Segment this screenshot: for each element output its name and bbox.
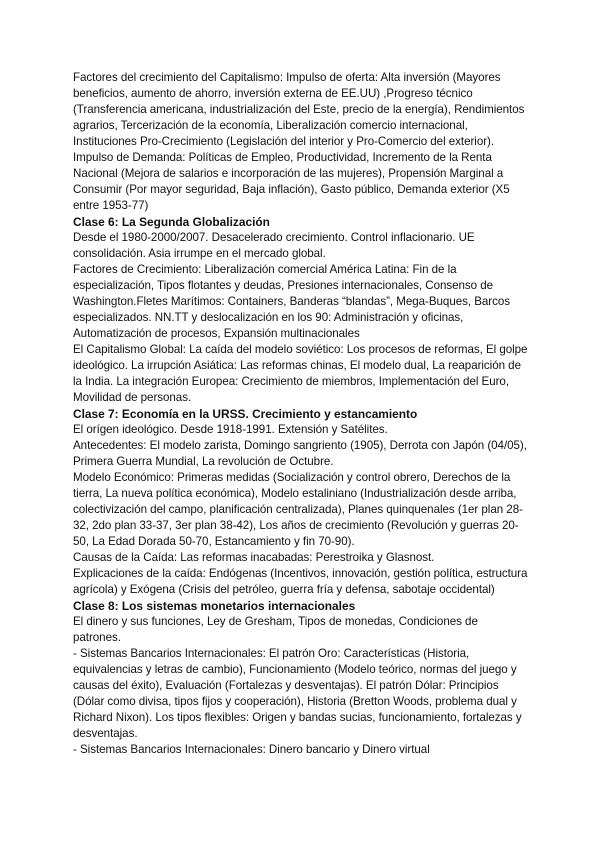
paragraph: El Capitalismo Global: La caída del modelo soviético: Los procesos de reformas, El golpe ideológico. La irrupción Asiática: Las reformas chinas, El modelo dual, La reaparición de la India. La integración Europea: Crecimiento de miembros, Implementación del Euro, Movilidad de personas. (73, 343, 528, 404)
paragraph: Explicaciones de la caída: Endógenas (Incentivos, innovación, gestión política, estructura agrícola) y Exógena (Crisis del petróleo, guerra fría y defensa, sabotaje occidental) (73, 567, 528, 596)
paragraph: Causas de la Caída: Las reformas inacabadas: Perestroika y Glasnost. (73, 551, 435, 564)
section-heading-clase-6: Clase 6: La Segunda Globalización (73, 215, 270, 229)
section-heading-clase-8: Clase 8: Los sistemas monetarios internacionales (73, 599, 356, 613)
paragraph: Antecedentes: El modelo zarista, Domingo sangriento (1905), Derrota con Japón (04/05), Primera Guerra Mundial, La revolución de Octubre. (73, 439, 527, 468)
paragraph: Modelo Económico: Primeras medidas (Socialización y control obrero, Derechos de la tierra, La nueva política económica), Modelo estaliniano (Industrialización desde arriba, colectivización del campo, planificación centralizada), Planes quinquenales (1er plan 28-32, 2do plan 33-37, 3er plan 38-42), Los años de crecimiento (Revolución y guerras 20-50, La Edad Dorada 50-70, Estancamiento y fin 70-90). (73, 471, 523, 548)
paragraph: El orígen ideológico. Desde 1918-1991. Extensión y Satélites. (73, 423, 388, 436)
paragraph: Factores de Crecimiento: Liberalización comercial América Latina: Fin de la especialización, Tipos flotantes y deudas, Presiones internacionales, Consenso de Washington.Fletes Marítimos: Containers, Banderas “blandas”, Mega-Buques, Barcos especializados. NN.TT y deslocalización en los 90: Administración y oficinas, Automatización de procesos, Expansión multinacionales (73, 263, 510, 340)
paragraph: - Sistemas Bancarios Internacionales: El patrón Oro: Características (Historia, equivalencias y letras de cambio), Funcionamiento (Modelo teórico, normas del juego y causas del éxito), Evaluación (Fortalezas y desventajas). El patrón Dólar: Principios (Dólar como divisa, tipos fijos y cooperación), Historia (Bretton Woods, problema dual y Richard Nixon). Los tipos flexibles: Origen y bandas sucias, funcionamiento, fortalezas y desventajas. (73, 647, 522, 740)
paragraph: El dinero y sus funciones, Ley de Gresham, Tipos de monedas, Condiciones de patrones. (73, 615, 478, 644)
section-heading-clase-7: Clase 7: Economía en la URSS. Crecimiento y estancamiento (73, 407, 418, 421)
paragraph: - Sistemas Bancarios Internacionales: Dinero bancario y Dinero virtual (73, 743, 430, 756)
paragraph: Desde el 1980-2000/2007. Desacelerado crecimiento. Control inflacionario. UE consolidación. Asia irrumpe en el mercado global. (73, 231, 475, 260)
intro-paragraph: Factores del crecimiento del Capitalismo: Impulso de oferta: Alta inversión (Mayores beneficios, aumento de ahorro, inversión externa de EE.UU) ,Progreso técnico (Transferencia americana, industrialización del Este, precio de la energía), Rendimientos agrarios, Tercerización de la economía, Liberalización comercio internacional, Instituciones Pro-Crecimiento (Legislación del interior y Pro-Comercio del exterior). Impulso de Demanda: Políticas de Empleo, Productividad, Incremento de la Renta Nacional (Mejora de salarios e incorporación de las mujeres), Propensión Marginal a Consumir (Por mayor seguridad, Baja inflación), Gasto público, Demanda exterior (X5 entre 1953-77) (73, 71, 525, 212)
